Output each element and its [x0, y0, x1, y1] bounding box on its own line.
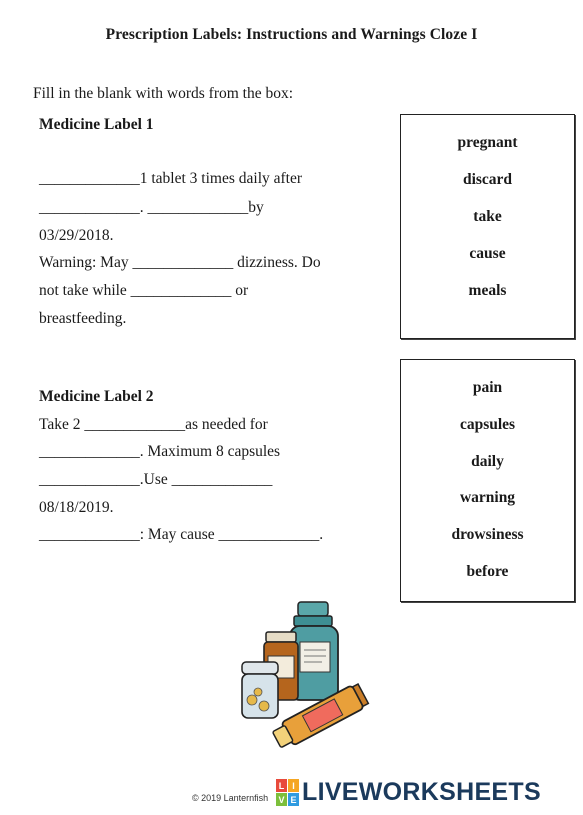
label1-line: not take while _____________ or — [39, 282, 249, 299]
word-box-item: cause — [469, 245, 506, 262]
label2-line: 08/18/2019. — [39, 499, 114, 516]
logo-letter: I — [288, 779, 299, 792]
label1-line: _____________1 tablet 3 times daily after — [39, 170, 303, 187]
word-box-item: daily — [471, 453, 504, 470]
medicine-bottles-illustration — [234, 600, 384, 750]
copyright-notice: © 2019 Lanternfish — [192, 793, 269, 803]
instructions: Fill in the blank with words from the box: — [33, 85, 294, 102]
logo-letter: E — [288, 793, 299, 806]
liveworksheets-logo — [276, 778, 541, 807]
label1-line: Warning: May _____________ dizziness. Do — [39, 254, 321, 271]
logo-letter: L — [276, 779, 287, 792]
brand-name: LIVEWORKSHEETS — [302, 778, 541, 806]
label1-line: _____________. _____________by — [39, 199, 264, 216]
word-box-1 — [400, 114, 575, 339]
label2-line: Take 2 _____________as needed for — [39, 416, 268, 433]
word-box-item: take — [473, 208, 502, 225]
word-box-item: meals — [468, 282, 507, 299]
label2-line: _____________.Use _____________ — [39, 471, 273, 488]
page-title: Prescription Labels: Instructions and Warnings Cloze I — [105, 26, 478, 43]
word-box-item: pain — [472, 379, 503, 396]
label2-line: _____________. Maximum 8 capsules — [39, 443, 281, 460]
word-box-item: discard — [462, 171, 513, 188]
logo-letter: V — [276, 793, 287, 806]
label1-heading: Medicine Label 1 — [39, 116, 154, 133]
word-box-item: capsules — [459, 416, 516, 433]
label2-line: _____________: May cause _____________. — [39, 526, 324, 543]
word-box-item: warning — [459, 489, 516, 506]
word-box-item: drowsiness — [451, 526, 524, 543]
label2-heading: Medicine Label 2 — [39, 388, 154, 405]
word-box-item: pregnant — [457, 134, 518, 151]
logo-icon — [276, 779, 299, 806]
label1-line: 03/29/2018. — [39, 227, 114, 244]
label1-line: breastfeeding. — [39, 310, 127, 327]
word-box-item: before — [466, 563, 509, 580]
word-box-2 — [400, 359, 575, 602]
